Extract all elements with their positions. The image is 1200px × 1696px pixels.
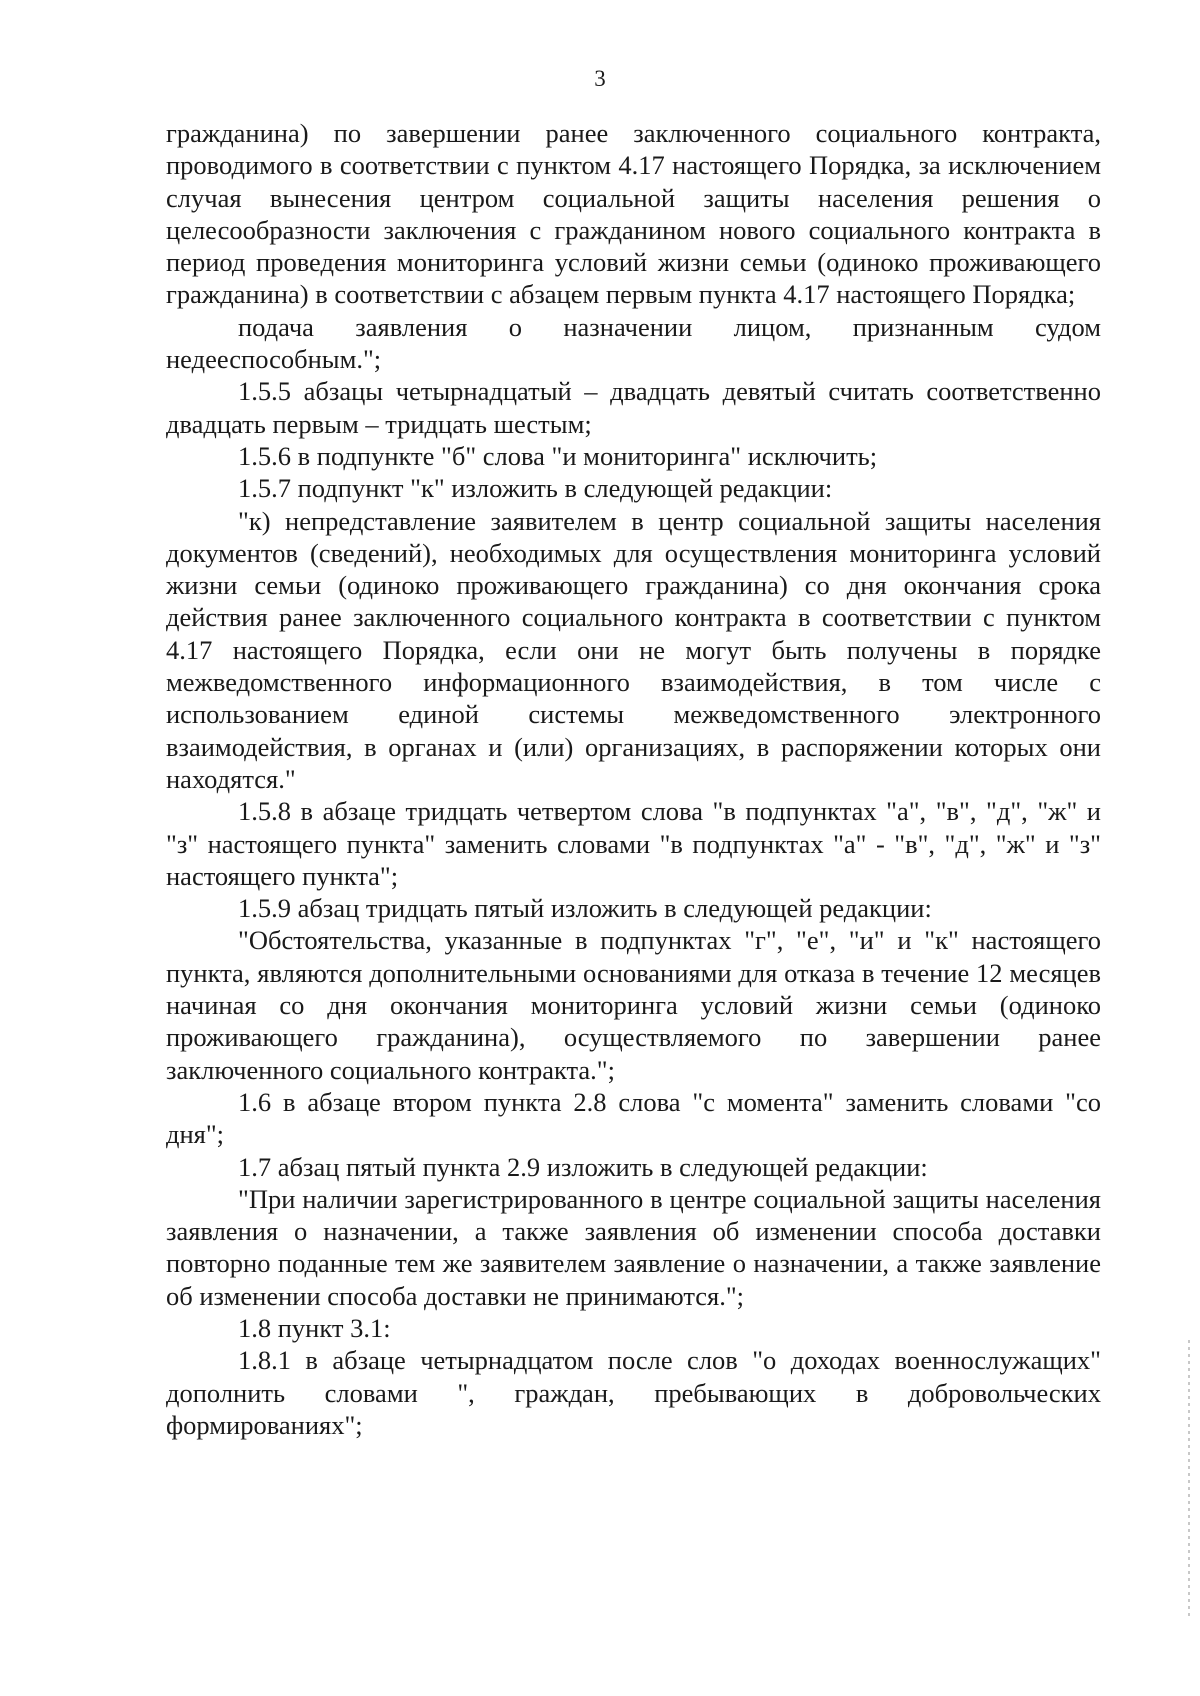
paragraph-subitem-k: "к) непредставление заявителем в центр социальной защиты населения документов (сведений), необходимых для осуществления мониторинга условий жизни семьи (одиноко проживающего гражданина) со дня окончания срока действия ранее заключенного социального контракта в соответствии с пунктом 4.17 настоящего Порядка, если они не могут быть получены в порядке межведомственного информационного взаимодействия, в том числе с использованием единой системы межведомственного электронного взаимодействия, в органах и (или) организациях, в распоряжении которых они находятся." (166, 505, 1101, 794)
paragraph-registered-application: "При наличии зарегистрированного в центре социальной защиты населения заявления о назначении, а также заявления об изменении способа доставки повторно поданные тем же заявителем заявление о назначении, а также заявление об изменении способа доставки не принимаются."; (166, 1183, 1101, 1311)
paragraph-circumstances: "Обстоятельства, указанные в подпунктах "г", "е", "и" и "к" настоящего пункта, являются дополнительными основаниями для отказа в течение 12 месяцев начиная со дня окончания мониторинга условий жизни семьи (одиноко проживающего гражданина), осуществляемого по завершении ранее заключенного социального контракта."; (166, 925, 1101, 1085)
paragraph-1-6: 1.6 в абзаце втором пункта 2.8 слова "с момента" заменить словами "со дня"; (166, 1086, 1101, 1150)
document-body (166, 117, 1101, 1441)
paragraph-1-5-8: 1.5.8 в абзаце тридцать четвертом слова "в подпунктах "а", "в", "д", "ж" и "з" настоящего пункта" заменить словами "в подпунктах "а" - "в", "д", "ж" и "з" настоящего пункта"; (166, 796, 1101, 891)
page-number: 3 (594, 66, 606, 91)
paragraph-1-5-6: 1.5.6 в подпункте "б" слова "и мониторинга" исключить; (238, 440, 878, 471)
paragraph-1-5-7: 1.5.7 подпункт "к" изложить в следующей редакции: (238, 473, 833, 504)
paragraph-1-8-1: 1.8.1 в абзаце четырнадцатом после слов "о доходах военнослужащих" дополнить словами ", граждан, пребывающих в добровольческих формированиях"; (166, 1345, 1101, 1440)
paragraph-1-5-5: 1.5.5 абзацы четырнадцатый – двадцать девятый считать соответственно двадцать первым – тридцать шестым; (166, 376, 1101, 439)
paragraph-1-5-9: 1.5.9 абзац тридцать пятый изложить в следующей редакции: (238, 893, 932, 924)
paragraph-continuation: гражданина) по завершении ранее заключенного социального контракта, проводимого в соответствии с пунктом 4.17 настоящего Порядка, за исключением случая вынесения центром социальной защиты населения решения о целесообразности заключения с гражданином нового социального контракта в период проведения мониторинга условий жизни семьи (одиноко проживающего гражданина) в соответствии с абзацем первым пункта 4.17 настоящего Порядка; (166, 118, 1101, 310)
scan-edge-artifact (1188, 1340, 1190, 1620)
paragraph-application-incapacity: подача заявления о назначении лицом, признанным судом недееспособным."; (166, 311, 1101, 375)
paragraph-1-7: 1.7 абзац пятый пункта 2.9 изложить в следующей редакции: (238, 1151, 928, 1182)
paragraph-1-8: 1.8 пункт 3.1: (238, 1312, 391, 1343)
